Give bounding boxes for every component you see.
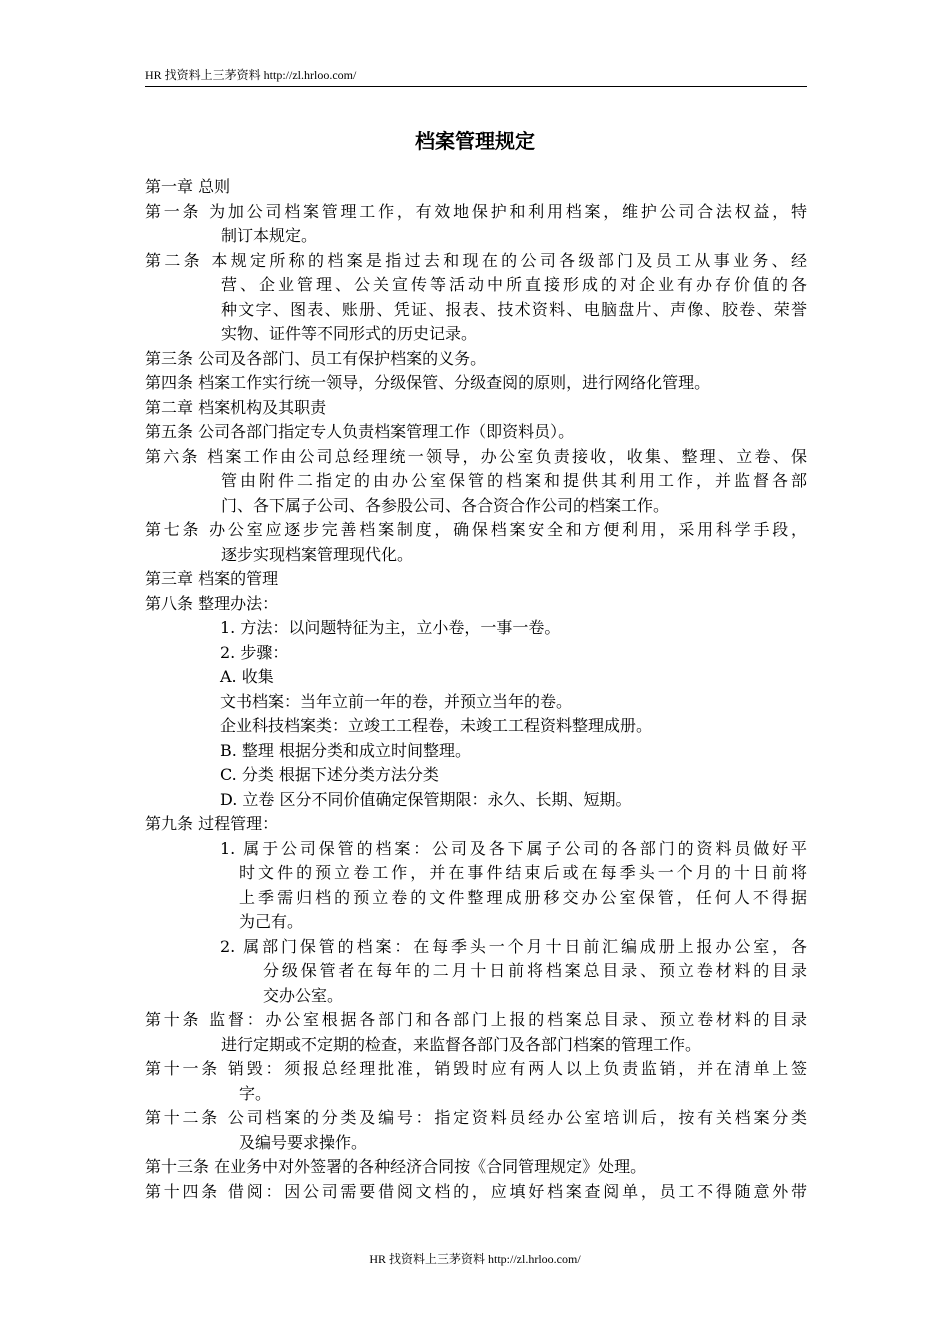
text-line: 企业科技档案类：立竣工工程卷，未竣工工程资料整理成册。: [220, 716, 653, 735]
text-line: 逐步实现档案管理现代化。: [221, 544, 414, 564]
text-line: 第三章 档案的管理: [145, 569, 279, 588]
text-line: 第八条 整理办法：: [145, 593, 279, 613]
text-line: 第十条 监督：办公室根据各部门和各部门上报的档案总目录、预立卷材料的目录: [145, 1010, 807, 1029]
text-line: 第四条 档案工作实行统一领导，分级保管、分级查阅的原则，进行网络化管理。: [145, 373, 711, 392]
text-line: 第十一条 销毁：须报总经理批准，销毁时应有两人以上负责监销，并在清单上签: [145, 1059, 807, 1078]
text-line: 为己有。: [239, 912, 304, 931]
text-line: 2. 步骤：: [220, 642, 289, 662]
text-line: 时文件的预立卷工作，并在事件结束后或在每季头一个月的十日前将: [239, 863, 807, 882]
text-line: 制订本规定。: [221, 226, 318, 245]
text-line: 第九条 过程管理：: [145, 814, 279, 833]
text-line: 种文字、图表、账册、凭证、报表、技术资料、电脑盘片、声像、胶卷、荣誉: [221, 299, 807, 319]
text-line: 2. 属部门保管的档案：在每季头一个月十日前汇编成册上报办公室，各: [220, 936, 807, 956]
text-line: C. 分类 根据下述分类方法分类: [220, 765, 439, 784]
document-body: [145, 175, 807, 1204]
text-line: 第十二条 公司档案的分类及编号：指定资料员经办公室培训后，按有关档案分类: [145, 1108, 807, 1127]
text-line: 第三条 公司及各部门、员工有保护档案的义务。: [145, 348, 487, 368]
text-line: 字。: [239, 1083, 272, 1103]
text-line: 交办公室。: [263, 985, 344, 1005]
text-line: 第二章 档案机构及其职责: [145, 397, 327, 417]
text-line: 第六条 档案工作由公司总经理统一领导，办公室负责接收，收集、整理、立卷、保: [145, 446, 807, 466]
text-line: B. 整理 根据分类和成立时间整理。: [220, 740, 472, 760]
header-rule: [145, 86, 807, 87]
text-line: 第二条 本规定所称的档案是指过去和现在的公司各级部门及员工从事业务、经: [145, 250, 807, 270]
text-line: 第五条 公司各部门指定专人负责档案管理工作（即资料员）。: [145, 422, 575, 441]
text-line: A. 收集: [220, 667, 274, 686]
text-line: 实物、证件等不同形式的历史记录。: [221, 324, 478, 343]
text-line: 管由附件二指定的由办公室保管的档案和提供其利用工作，并监督各部: [221, 471, 807, 490]
text-line: 营、企业管理、公关宣传等活动中所直接形成的对企业有办存价值的各: [221, 275, 807, 294]
page-footer: HR 找资料上三茅资料 http://zl.hrloo.com/: [369, 1252, 581, 1266]
text-line: 第七条 办公室应逐步完善档案制度，确保档案安全和方便利用，采用科学手段，: [145, 520, 807, 539]
text-line: 第十四条 借阅：因公司需要借阅文档的，应填好档案查阅单，员工不得随意外带: [145, 1181, 807, 1201]
page-header: HR 找资料上三茅资料 http://zl.hrloo.com/: [145, 68, 357, 82]
text-line: 门、各下属子公司、各参股公司、各合资合作公司的档案工作。: [221, 495, 670, 515]
document-title: 档案管理规定: [415, 129, 535, 153]
text-line: 分级保管者在每年的二月十日前将档案总目录、预立卷材料的目录: [263, 961, 807, 980]
text-line: 第一条 为加公司档案管理工作，有效地保护和利用档案，维护公司合法权益，特: [145, 201, 807, 221]
text-line: 1. 属于公司保管的档案：公司及各下属子公司的各部门的资料员做好平: [220, 838, 807, 858]
text-line: 上季需归档的预立卷的文件整理成册移交办公室保管，任何人不得据: [239, 887, 807, 907]
text-line: 1. 方法：以问题特征为主，立小卷，一事一卷。: [220, 618, 561, 637]
text-line: 文书档案：当年立前一年的卷，并预立当年的卷。: [220, 691, 573, 711]
text-line: 及编号要求操作。: [239, 1132, 368, 1152]
text-line: 第十三条 在业务中对外签署的各种经济合同按《合同管理规定》处理。: [145, 1157, 647, 1176]
text-line: 进行定期或不定期的检查，来监督各部门及各部门档案的管理工作。: [221, 1034, 702, 1054]
text-line: 第一章 总则: [145, 177, 231, 196]
text-line: D. 立卷 区分不同价值确定保管期限：永久、长期、短期。: [220, 789, 632, 809]
